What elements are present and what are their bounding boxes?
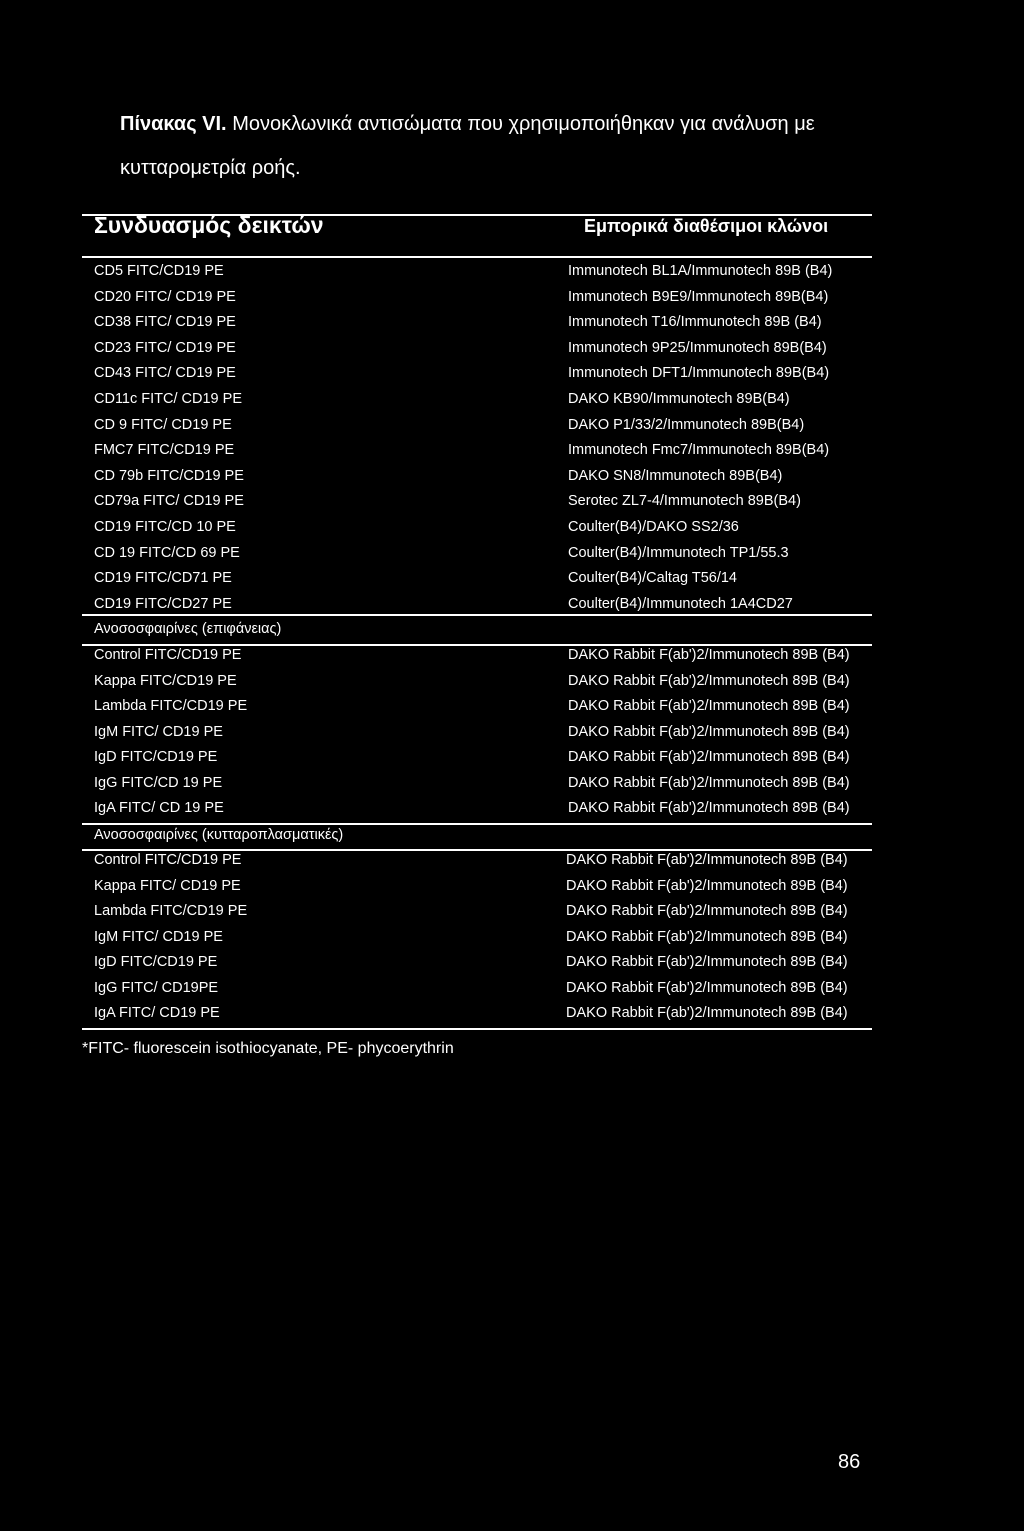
clone-cell: DAKO Rabbit F(ab')2/Immunotech 89B (B4) bbox=[568, 774, 850, 791]
marker-combination-cell: Kappa FITC/CD19 PE bbox=[94, 672, 237, 689]
clone-cell: DAKO Rabbit F(ab')2/Immunotech 89B (B4) bbox=[566, 1005, 848, 1021]
marker-combination-cell: CD 9 FITC/ CD19 PE bbox=[94, 416, 232, 433]
table-bottom-rule bbox=[82, 1028, 872, 1030]
table-row bbox=[94, 873, 874, 899]
table-row bbox=[94, 258, 874, 284]
marker-combination-cell: CD23 FITC/ CD19 PE bbox=[94, 339, 236, 356]
page-number: 86 bbox=[838, 1451, 861, 1473]
header-marker-combination: Συνδυασμός δεικτών bbox=[94, 212, 324, 238]
table-row bbox=[94, 284, 874, 310]
marker-combination-cell: IgG FITC/ CD19PE bbox=[94, 979, 219, 996]
table-row bbox=[94, 360, 874, 386]
table-row bbox=[94, 693, 874, 719]
marker-combination-cell: Kappa FITC/ CD19 PE bbox=[94, 877, 241, 894]
table-row bbox=[94, 770, 874, 796]
clone-cell: DAKO Rabbit F(ab')2/Immunotech 89B (B4) bbox=[566, 852, 848, 868]
table-row bbox=[94, 898, 874, 924]
marker-combination-cell: IgM FITC/ CD19 PE bbox=[94, 723, 223, 740]
marker-combination-cell: CD19 FITC/CD71 PE bbox=[94, 570, 232, 587]
clone-cell: DAKO KB90/Immunotech 89B(B4) bbox=[568, 391, 790, 407]
clone-cell: Serotec ZL7-4/Immunotech 89B(B4) bbox=[568, 493, 801, 510]
header-commercial-clones: Εμπορικά διαθέσιμοι κλώνοι bbox=[584, 216, 829, 236]
table-row bbox=[94, 386, 874, 412]
table-row bbox=[94, 949, 874, 975]
table-row bbox=[94, 437, 874, 463]
table-row bbox=[94, 309, 874, 335]
marker-combination-cell: CD 19 FITC/CD 69 PE bbox=[94, 544, 240, 561]
marker-combination-cell: CD38 FITC/ CD19 PE bbox=[94, 314, 236, 331]
marker-combination-cell: CD20 FITC/ CD19 PE bbox=[94, 288, 236, 305]
footnote: *FITC- fluorescein isothiocyanate, PE- phycoerythrin bbox=[82, 1040, 454, 1057]
marker-combination-cell: Lambda FITC/CD19 PE bbox=[94, 903, 248, 919]
table-row bbox=[94, 463, 874, 489]
table-row bbox=[94, 591, 874, 617]
clone-cell: DAKO SN8/Immunotech 89B(B4) bbox=[568, 467, 783, 484]
marker-combination-cell: CD43 FITC/ CD19 PE bbox=[94, 365, 236, 382]
clone-cell: DAKO Rabbit F(ab')2/Immunotech 89B (B4) bbox=[566, 979, 848, 996]
table-row bbox=[94, 540, 874, 566]
table-row bbox=[94, 924, 874, 950]
table-row bbox=[94, 335, 874, 361]
marker-combination-cell: IgA FITC/ CD 19 PE bbox=[94, 800, 224, 816]
group1-title: Ανοσοσφαιρίνες (επιφάνειας) bbox=[94, 621, 282, 637]
clone-cell: Immunotech Fmc7/Immunotech 89B(B4) bbox=[568, 442, 830, 459]
marker-combination-cell: CD19 FITC/CD27 PE bbox=[94, 595, 232, 612]
clone-cell: Immunotech DFT1/Immunotech 89B(B4) bbox=[568, 365, 830, 382]
table-row bbox=[94, 1000, 874, 1026]
table-row bbox=[94, 642, 874, 668]
clone-cell: DAKO Rabbit F(ab')2/Immunotech 89B (B4) bbox=[568, 698, 850, 714]
table-row bbox=[94, 668, 874, 694]
clone-cell: DAKO Rabbit F(ab')2/Immunotech 89B (B4) bbox=[568, 749, 850, 765]
table-row bbox=[94, 719, 874, 745]
marker-combination-cell: IgD FITC/CD19 PE bbox=[94, 954, 218, 970]
table-row bbox=[94, 795, 874, 821]
marker-combination-cell: IgG FITC/CD 19 PE bbox=[94, 774, 223, 791]
table-caption bbox=[120, 102, 890, 190]
marker-combination-cell: IgD FITC/CD19 PE bbox=[94, 749, 218, 765]
table-row bbox=[94, 975, 874, 1001]
marker-combination-cell: Control FITC/CD19 PE bbox=[94, 852, 242, 868]
clone-cell: DAKO Rabbit F(ab')2/Immunotech 89B (B4) bbox=[568, 800, 850, 816]
marker-combination-cell: FMC7 FITC/CD19 PE bbox=[94, 442, 235, 459]
marker-combination-cell: CD 79b FITC/CD19 PE bbox=[94, 467, 244, 484]
clone-cell: Coulter(B4)/Immunotech TP1/55.3 bbox=[568, 544, 789, 561]
clone-cell: DAKO Rabbit F(ab')2/Immunotech 89B (B4) bbox=[568, 723, 850, 740]
clone-cell: DAKO Rabbit F(ab')2/Immunotech 89B (B4) bbox=[568, 647, 850, 663]
clone-cell: Coulter(B4)/Caltag T56/14 bbox=[568, 570, 737, 587]
marker-combination-cell: IgM FITC/ CD19 PE bbox=[94, 928, 223, 945]
marker-combination-cell: CD19 FITC/CD 10 PE bbox=[94, 519, 236, 535]
table-row bbox=[94, 565, 874, 591]
caption-text: Μονοκλωνικά αντισώματα που χρησιμοποιήθηκαν για ανάλυση με κυτταρομετρία ροής. bbox=[120, 113, 815, 179]
clone-cell: Coulter(B4)/Immunotech 1A4CD27 bbox=[568, 595, 793, 612]
clone-cell: Immunotech B9E9/Immunotech 89B(B4) bbox=[568, 288, 829, 305]
marker-combination-cell: Lambda FITC/CD19 PE bbox=[94, 698, 248, 714]
table-row bbox=[94, 488, 874, 514]
caption-label: Πίνακας VI. bbox=[120, 113, 227, 135]
marker-combination-cell: CD11c FITC/ CD19 PE bbox=[94, 391, 242, 407]
clone-cell: Immunotech T16/Immunotech 89B (B4) bbox=[568, 314, 822, 331]
clone-cell: Coulter(B4)/DAKO SS2/36 bbox=[568, 519, 739, 535]
table-row bbox=[94, 514, 874, 540]
clone-cell: DAKO Rabbit F(ab')2/Immunotech 89B (B4) bbox=[566, 877, 848, 894]
marker-combination-cell: Control FITC/CD19 PE bbox=[94, 647, 242, 663]
marker-combination-cell: IgA FITC/ CD19 PE bbox=[94, 1005, 220, 1021]
clone-cell: Immunotech 9P25/Immunotech 89B(B4) bbox=[568, 339, 827, 356]
clone-cell: DAKO Rabbit F(ab')2/Immunotech 89B (B4) bbox=[568, 672, 850, 689]
table-row bbox=[94, 847, 874, 873]
clone-cell: DAKO Rabbit F(ab')2/Immunotech 89B (B4) bbox=[566, 954, 848, 970]
table-row bbox=[94, 744, 874, 770]
marker-combination-cell: CD79a FITC/ CD19 PE bbox=[94, 493, 244, 510]
table-row bbox=[94, 412, 874, 438]
clone-cell: DAKO P1/33/2/Immunotech 89B(B4) bbox=[568, 416, 805, 433]
clone-cell: DAKO Rabbit F(ab')2/Immunotech 89B (B4) bbox=[566, 903, 848, 919]
clone-cell: DAKO Rabbit F(ab')2/Immunotech 89B (B4) bbox=[566, 928, 848, 945]
clone-cell: Immunotech BL1A/Immunotech 89B (B4) bbox=[568, 263, 833, 279]
group2-title: Ανοσοσφαιρίνες (κυτταροπλασματικές) bbox=[94, 827, 344, 843]
marker-combination-cell: CD5 FITC/CD19 PE bbox=[94, 263, 224, 279]
